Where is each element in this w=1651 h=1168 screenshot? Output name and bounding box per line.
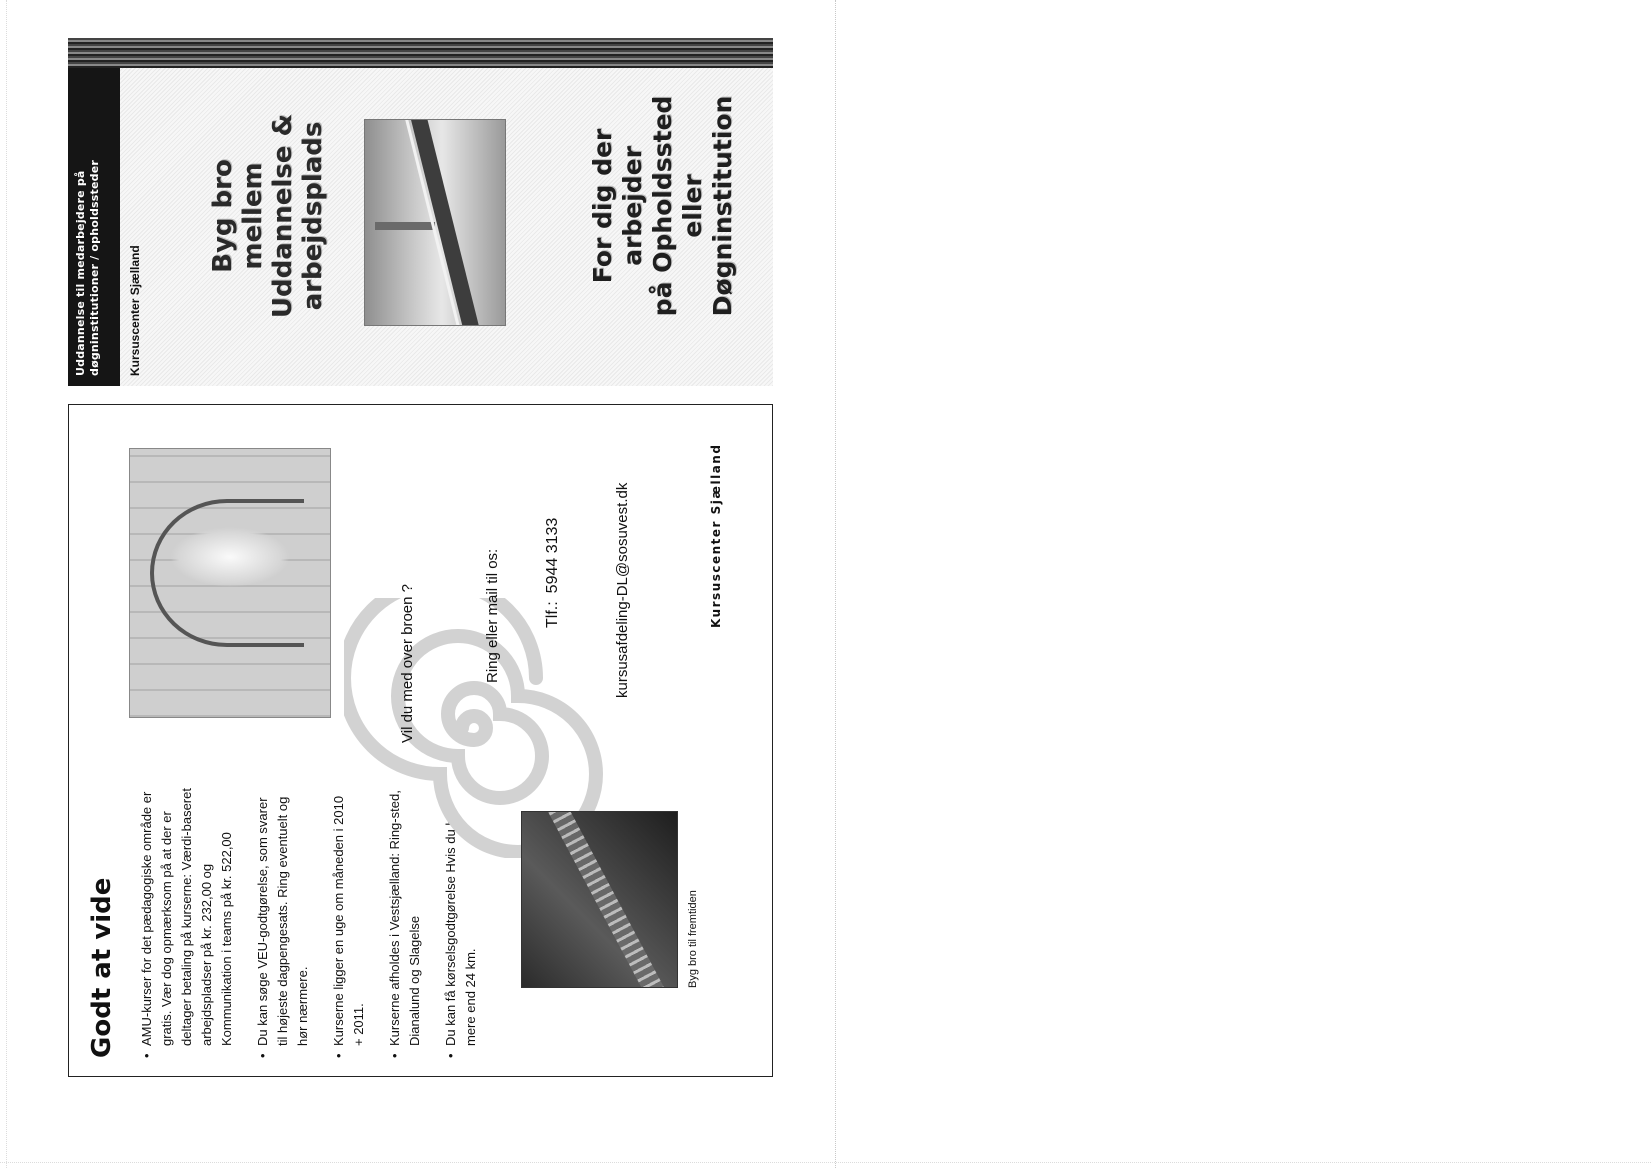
cover-subtitle-line3: Døgninstitution <box>708 95 737 317</box>
info-bullet: • Kurserne afholdes i Vestsjælland: Ring-sted, Dianalund og Slagelse <box>385 788 425 1058</box>
cover-subtitle-line2: på Opholdssted eller <box>648 95 707 317</box>
fold-line <box>835 0 836 1168</box>
cover-header-band <box>68 38 120 386</box>
bridge-night-photo <box>521 811 678 988</box>
photo-caption: Byg bro til fremtiden <box>687 890 699 988</box>
footer-brand: Kursuscenter Sjælland <box>709 443 723 628</box>
info-bullet: • AMU-kurser for det pædagogiske område er gratis. Vær dog opmærksom på at der er deltager betaling på kurserne: Værdi-baseret arbejdspladser på kr. 232,00 og Kommunikation i teams på kr. 522,00 <box>137 788 237 1058</box>
cover-subtitle <box>588 66 738 346</box>
bridge-tower <box>375 222 435 230</box>
cta-question: Vil du med over broen ? <box>399 584 416 743</box>
bridge-night-beam <box>539 811 665 988</box>
bridge-photo <box>364 119 506 326</box>
page-edge-left <box>6 0 7 1168</box>
phone-number[interactable]: 5944 3133 <box>544 517 561 594</box>
page-edge-bottom <box>0 1162 1651 1163</box>
inner-panel <box>68 404 773 1077</box>
cover-subtitle-line1: For dig der arbejder <box>588 128 647 284</box>
cover-header-text <box>74 56 102 376</box>
cover-title-line2: mellem Uddannelse & <box>238 113 298 319</box>
cover-title-line3: arbejdsplads <box>298 121 328 311</box>
contact-intro: Ring eller mail til os: <box>484 548 501 683</box>
info-bullet: • Du kan få kørselsgodtgørelse Hvis du har mere end 24 km. <box>441 788 481 1058</box>
cover-title-line1: Byg bro <box>208 159 238 273</box>
cover-content <box>68 38 773 386</box>
cover-stripe-rule <box>68 38 773 68</box>
cover-header-line1: Uddannelse til medarbejdere på <box>74 170 87 376</box>
info-bullet: • Kurserne ligger en uge om måneden i 2010 + 2011. <box>329 788 369 1058</box>
phone-label: Tlf.: <box>544 601 561 628</box>
cover-panel <box>68 38 773 386</box>
cover-header-line2: døgninstitutioner / opholdssteder <box>88 159 101 376</box>
tunnel-photo <box>129 448 331 718</box>
info-bullet: • Du kan søge VEU-godtgørelse, som svarer til højeste dagpengesats. Ring eventuelt og hør nærmere. <box>253 788 313 1058</box>
tunnel-light <box>170 527 290 587</box>
phone-row <box>544 518 562 628</box>
email-link[interactable]: kursusafdeling-DL@sosuvest.dk <box>614 482 631 698</box>
inner-content <box>69 405 773 1077</box>
cover-brand: Kursuscenter Sjælland <box>128 245 142 376</box>
cover-title <box>208 86 328 346</box>
info-heading: Godt at vide <box>87 877 117 1058</box>
